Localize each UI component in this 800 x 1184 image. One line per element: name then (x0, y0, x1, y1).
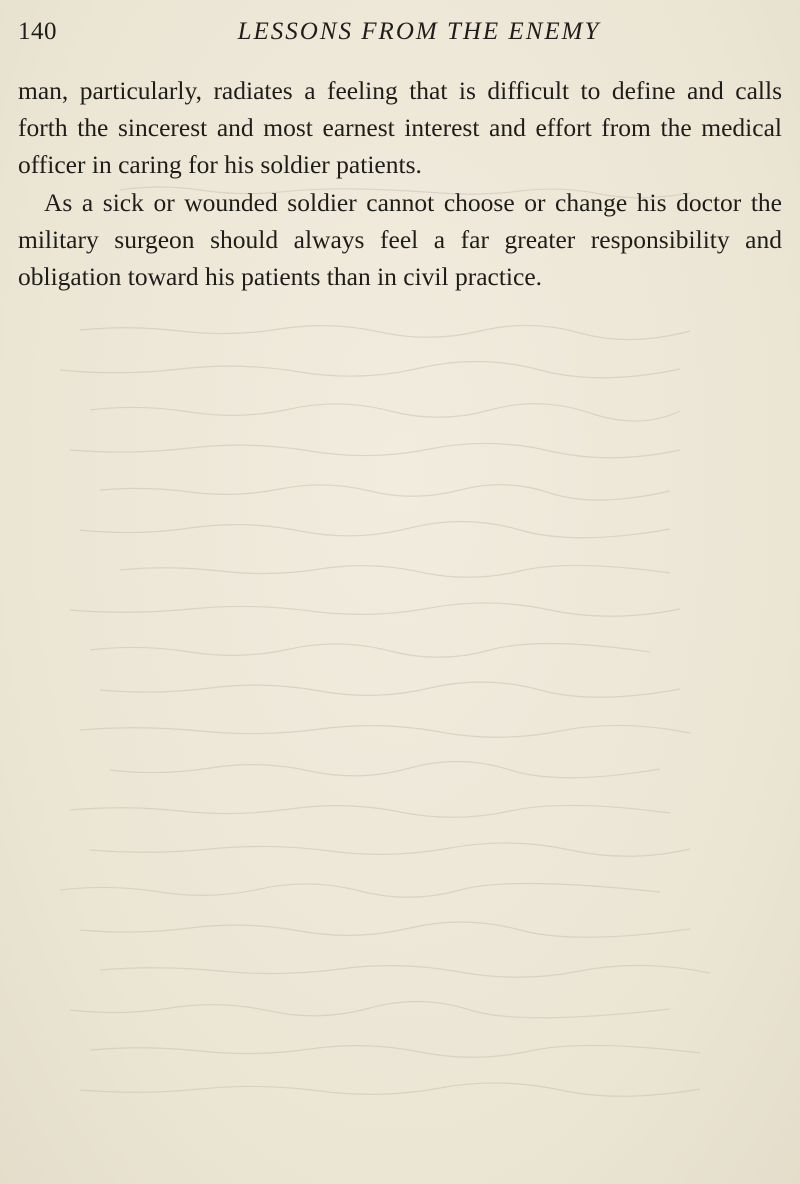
running-header (18, 18, 782, 58)
body-text (18, 72, 782, 295)
page-number: 140 (18, 18, 57, 45)
running-title: LESSONS FROM THE ENEMY (237, 18, 601, 45)
paragraph-continued: man, particularly, radiates a feeling that is difficult to define and calls forth the sincerest and most earnest interest and effort from the medical officer in caring for his soldier patients. (18, 76, 782, 180)
paragraph: As a sick or wounded soldier cannot choose or change his doctor the military surgeon should always feel a far greater responsibility and obligation toward his patients than in civil practice. (18, 187, 782, 292)
